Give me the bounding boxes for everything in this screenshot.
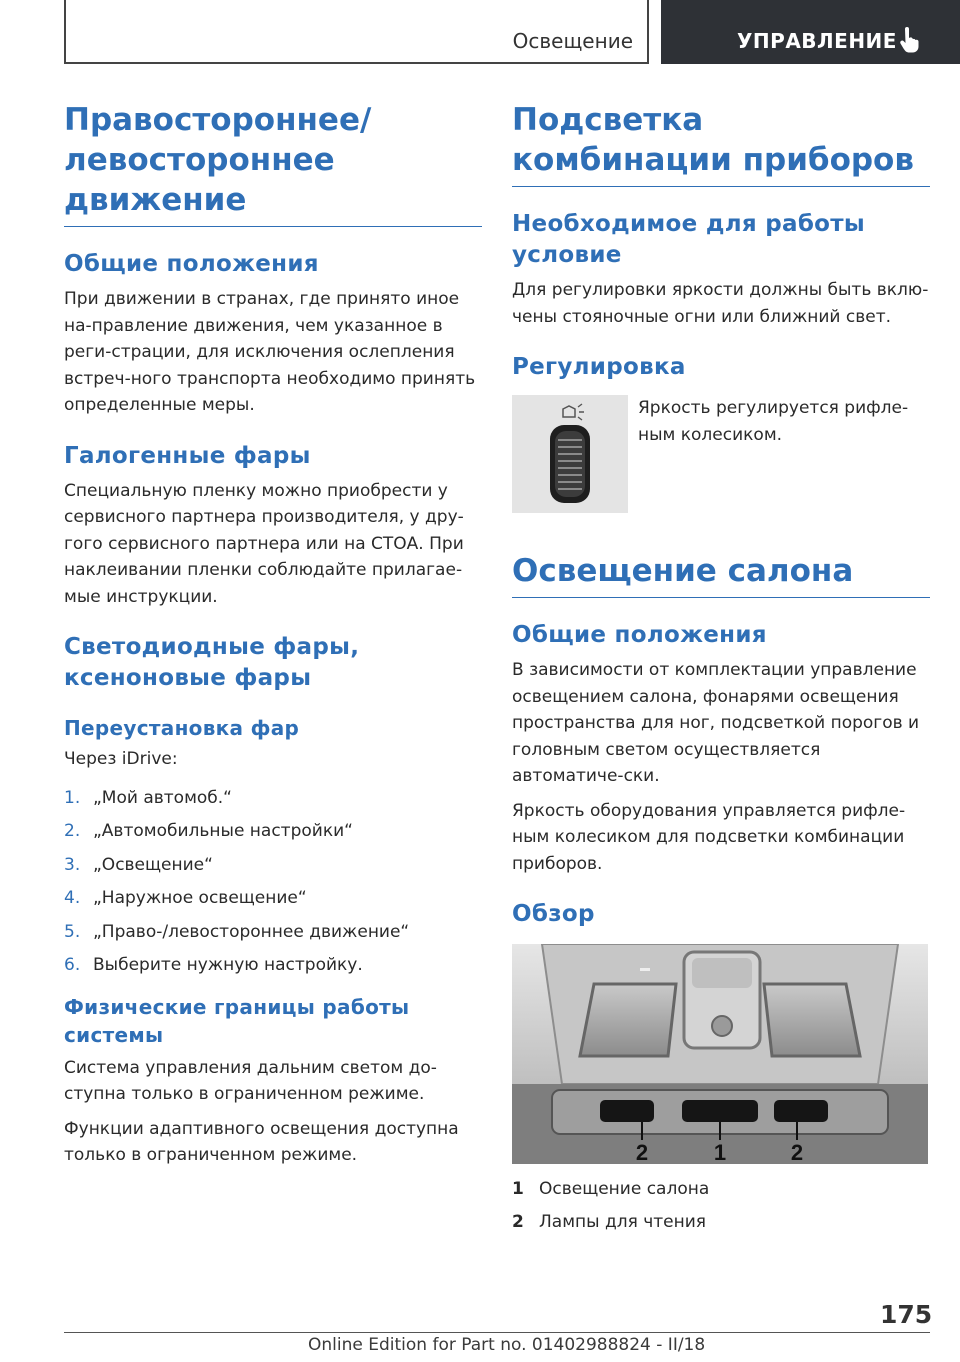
adjustment-block [512, 395, 930, 513]
heading-interior-lighting: Освещение салона [512, 551, 930, 598]
list-item: 3. „Освещение“ [64, 854, 213, 875]
list-item: 5. „Право-/левостороннее движение“ [64, 921, 410, 942]
legend-item: 1 Освещение салона [512, 1179, 710, 1199]
paragraph-limits-1: Система управления дальним светом до-ступна только в ограниченном режиме. [64, 1057, 437, 1104]
heading-led-xenon: Светодиодные фары, ксеноновые фары [64, 634, 360, 691]
heading-reset-headlights: Переустановка фар [64, 716, 300, 740]
image-legend [512, 1176, 930, 1235]
heading-limits: Физические границы работы системы [64, 994, 410, 1047]
header-chapter-tab [661, 0, 960, 64]
list-item: 4. „Наружное освещение“ [64, 888, 307, 908]
heading-adjustment: Регулировка [512, 354, 686, 380]
footer-edition: Online Edition for Part no. 01402988824 - II/18 [308, 1335, 706, 1355]
footer-divider [64, 1332, 930, 1333]
paragraph-halogen: Специальную пленку можно приобрести у сервисного партнера производителя, у дру-гого сервисного партнера или на СТОА. При наклеивании пленки соблюдайте прилагае-мые инструкции. [64, 480, 464, 607]
hand-pointer-icon [898, 27, 920, 53]
callout-label: 2 [635, 1140, 649, 1164]
heading-traffic-side: Правостороннее/ левостороннее движение [64, 100, 482, 227]
header-section-tab [64, 0, 649, 64]
header-section-title: Освещение [512, 29, 633, 53]
callout-label: 2 [790, 1140, 804, 1164]
paragraph-general: При движении в странах, где принято иное на-правление движения, чем указанное в реги-страции, для исключения ослепления встреч-ного транспорта необходимо принять определенные меры. [64, 289, 476, 415]
heading-overview: Обзор [512, 901, 595, 927]
list-item: 2. „Автомобильные настройки“ [64, 821, 353, 841]
callout-label: 1 [713, 1140, 727, 1164]
heading-general-interior: Общие положения [512, 622, 767, 648]
header-chapter-title: УПРАВЛЕНИЕ [737, 29, 897, 53]
heading-instrument-lighting: Подсветка комбинации приборов [512, 100, 930, 187]
paragraph-adjustment: Яркость регулируется рифле-ным колесиком. [638, 398, 909, 445]
heading-halogen: Галогенные фары [64, 442, 311, 469]
left-column [64, 100, 482, 1169]
steps-list [64, 785, 482, 979]
heading-general: Общие положения [64, 251, 319, 277]
list-item: 1. „Мой автомоб.“ [64, 787, 232, 808]
paragraph-via-idrive: Через iDrive: [64, 749, 178, 769]
paragraph-limits-2: Функции адаптивного освещения доступна только в ограниченном режиме. [64, 1118, 459, 1165]
right-column [512, 100, 930, 1241]
paragraph-requirement: Для регулировки яркости должны быть вклю-чены стояночные огни или ближний свет. [512, 280, 929, 327]
page-number: 175 [880, 1300, 933, 1329]
paragraph-interior-2: Яркость оборудования управляется рифле-ным колесиком для подсветки комбинации приборов. [512, 800, 906, 874]
overhead-console-image [512, 944, 928, 1164]
legend-item: 2 Лампы для чтения [512, 1211, 707, 1232]
heading-requirement: Необходимое для работы условие [512, 211, 866, 268]
dimmer-wheel-icon [512, 395, 628, 513]
list-item: 6. Выберите нужную настройку. [64, 955, 363, 975]
paragraph-interior-1: В зависимости от комплектации управление освещением салона, фонарями освещения пространства для ног, подсветкой порогов и головным светом осуществляется автоматиче-ски. [512, 660, 920, 786]
